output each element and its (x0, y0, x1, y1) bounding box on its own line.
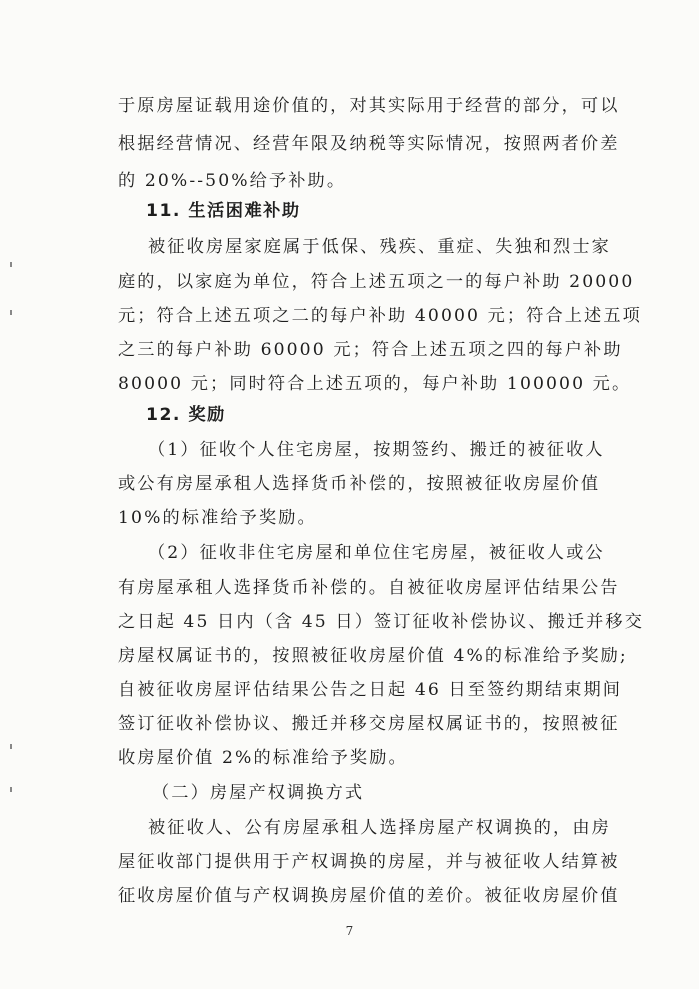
text-line: 自被征收房屋评估结果公告之日起 46 日至签约期结束期间 (118, 680, 623, 700)
page-number: 7 (345, 924, 354, 938)
text-line: 被征收人、公有房屋承租人选择房屋产权调换的，由房 (148, 818, 611, 838)
subsection-heading: （二）房屋产权调换方式 (152, 783, 365, 803)
scan-mark (10, 787, 12, 792)
section-heading: 12. 奖励 (146, 405, 226, 425)
text-line: 房屋权属证书的，按照被征收房屋价值 4%的标准给予奖励; (118, 646, 628, 666)
text-line: （1）征收个人住宅房屋，按期签约、搬迁的被征收人 (148, 440, 605, 460)
text-line: （2）征收非住宅房屋和单位住宅房屋，被征收人或公 (148, 543, 605, 563)
text-line: 10%的标准给予奖励。 (118, 508, 317, 528)
text-line: 于原房屋证载用途价值的，对其实际用于经营的部分，可以 (118, 96, 620, 116)
text-line: 元；符合上述五项之二的每户补助 40000 元；符合上述五项 (118, 306, 642, 326)
text-line: 庭的，以家庭为单位，符合上述五项之一的每户补助 20000 (118, 272, 635, 292)
text-line: 征收房屋价值与产权调换房屋价值的差价。被征收房屋价值 (118, 886, 620, 906)
section-heading: 11. 生活困难补助 (146, 201, 301, 221)
scan-mark (10, 744, 12, 749)
text-line: 的 20%--50%给予补助。 (118, 171, 347, 191)
text-line: 有房屋承租人选择货币补偿的。自被征收房屋评估结果公告 (118, 578, 620, 598)
text-line: 之日起 45 日内（含 45 日）签订征收补偿协议、搬迁并移交 (118, 612, 645, 632)
text-line: 之三的每户补助 60000 元；符合上述五项之四的每户补助 (118, 340, 623, 360)
text-line: 屋征收部门提供用于产权调换的房屋，并与被征收人结算被 (118, 852, 620, 872)
text-line: 被征收房屋家庭属于低保、残疾、重症、失独和烈士家 (148, 237, 611, 257)
scan-mark (10, 262, 12, 267)
text-line: 收房屋价值 2%的标准给予奖励。 (118, 748, 408, 768)
text-line: 80000 元；同时符合上述五项的，每户补助 100000 元。 (118, 374, 632, 394)
text-line: 签订征收补偿协议、搬迁并移交房屋权属证书的，按照被征 (118, 714, 620, 734)
scan-mark (10, 310, 12, 315)
text-line: 根据经营情况、经营年限及纳税等实际情况，按照两者价差 (118, 134, 620, 154)
text-line: 或公有房屋承租人选择货币补偿的，按照被征收房屋价值 (118, 474, 601, 494)
